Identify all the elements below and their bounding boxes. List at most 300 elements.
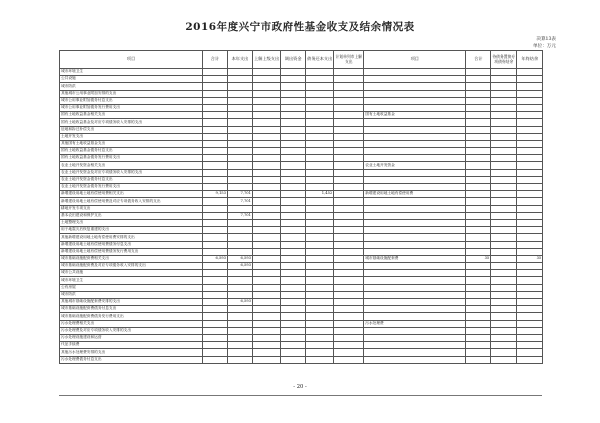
row-item-name: 其他城市基础设施配套费安排的支出 bbox=[60, 299, 203, 306]
row-item-name: 国有土地收益基金相关支出 bbox=[60, 112, 203, 119]
row-total bbox=[203, 112, 228, 119]
row-special-plan bbox=[334, 234, 364, 241]
row-prior-transfer bbox=[253, 356, 281, 363]
row-total bbox=[203, 83, 228, 90]
row-total bbox=[203, 234, 228, 241]
row-special-fund bbox=[491, 263, 517, 270]
table-header-row bbox=[60, 51, 543, 69]
row-debt-repay bbox=[306, 133, 334, 140]
row-total bbox=[203, 205, 228, 212]
row-transfer-fund bbox=[281, 334, 306, 341]
row-total bbox=[203, 126, 228, 133]
row-current-year bbox=[228, 148, 253, 155]
row-total bbox=[203, 334, 228, 341]
row-current-year bbox=[228, 126, 253, 133]
row-item-right bbox=[364, 248, 466, 255]
row-year-end-balance bbox=[517, 169, 543, 176]
row-transfer-fund bbox=[281, 291, 306, 298]
row-prior-transfer bbox=[253, 291, 281, 298]
row-special-plan bbox=[334, 83, 364, 90]
row-total-right bbox=[466, 306, 491, 313]
row-current-year bbox=[228, 176, 253, 183]
row-item-right bbox=[364, 104, 466, 111]
row-item-name: 用于地震灾后恢复重建的支出 bbox=[60, 227, 203, 234]
row-item-right bbox=[364, 119, 466, 126]
row-special-plan bbox=[334, 140, 364, 147]
row-year-end-balance bbox=[517, 219, 543, 226]
table-row bbox=[60, 76, 543, 83]
row-special-plan bbox=[334, 191, 364, 198]
row-transfer-fund bbox=[281, 342, 306, 349]
table-row bbox=[60, 270, 543, 277]
row-item-right bbox=[364, 76, 466, 83]
row-current-year bbox=[228, 83, 253, 90]
row-total-right bbox=[466, 227, 491, 234]
row-total-right bbox=[466, 97, 491, 104]
row-total-right bbox=[466, 104, 491, 111]
row-special-plan bbox=[334, 184, 364, 191]
row-transfer-fund bbox=[281, 320, 306, 327]
row-item-name: 城市基础设施配套费债务发行费用支出 bbox=[60, 313, 203, 320]
row-item-name: 城市防洪 bbox=[60, 83, 203, 90]
table-row bbox=[60, 248, 543, 255]
row-debt-repay bbox=[306, 284, 334, 291]
row-transfer-fund bbox=[281, 255, 306, 262]
row-total bbox=[203, 248, 228, 255]
row-prior-transfer bbox=[253, 97, 281, 104]
row-year-end-balance bbox=[517, 299, 543, 306]
row-item-right: 国有土地收益基金 bbox=[364, 112, 466, 119]
row-transfer-fund bbox=[281, 198, 306, 205]
row-special-fund bbox=[491, 162, 517, 169]
row-total bbox=[203, 219, 228, 226]
row-special-plan bbox=[334, 219, 364, 226]
row-debt-repay bbox=[306, 241, 334, 248]
row-special-fund bbox=[491, 255, 517, 262]
row-total bbox=[203, 133, 228, 140]
row-debt-repay bbox=[306, 234, 334, 241]
page-number: - 20 - bbox=[293, 384, 307, 390]
row-special-fund bbox=[491, 284, 517, 291]
row-debt-repay bbox=[306, 83, 334, 90]
table-row bbox=[60, 356, 543, 363]
row-transfer-fund bbox=[281, 212, 306, 219]
row-special-plan bbox=[334, 327, 364, 334]
row-special-plan bbox=[334, 90, 364, 97]
row-prior-transfer bbox=[253, 90, 281, 97]
row-item-right: 污水处理费 bbox=[364, 320, 466, 327]
row-current-year bbox=[228, 327, 253, 334]
row-debt-repay bbox=[306, 334, 334, 341]
row-current-year bbox=[228, 97, 253, 104]
row-item-right bbox=[364, 184, 466, 191]
row-transfer-fund bbox=[281, 270, 306, 277]
row-total-right bbox=[466, 119, 491, 126]
row-current-year bbox=[228, 234, 253, 241]
row-item-name: 污水处理费相关支出 bbox=[60, 320, 203, 327]
table-row bbox=[60, 241, 543, 248]
row-prior-transfer bbox=[253, 277, 281, 284]
row-total bbox=[203, 90, 228, 97]
row-special-plan bbox=[334, 162, 364, 169]
row-total bbox=[203, 320, 228, 327]
row-item-right bbox=[364, 241, 466, 248]
row-prior-transfer bbox=[253, 299, 281, 306]
row-special-fund bbox=[491, 69, 517, 76]
row-special-plan bbox=[334, 349, 364, 356]
row-item-name: 国有土地收益基金债务付息支出 bbox=[60, 148, 203, 155]
row-transfer-fund bbox=[281, 313, 306, 320]
row-item-right bbox=[364, 169, 466, 176]
table-row bbox=[60, 234, 543, 241]
row-year-end-balance bbox=[517, 248, 543, 255]
row-special-fund bbox=[491, 104, 517, 111]
row-transfer-fund bbox=[281, 327, 306, 334]
row-year-end-balance bbox=[517, 205, 543, 212]
row-current-year bbox=[228, 76, 253, 83]
table-row bbox=[60, 90, 543, 97]
row-debt-repay bbox=[306, 140, 334, 147]
row-total-right bbox=[466, 176, 491, 183]
row-special-fund bbox=[491, 97, 517, 104]
row-total bbox=[203, 263, 228, 270]
row-transfer-fund bbox=[281, 234, 306, 241]
row-item-right: 新增建设用地土地有偿使用费 bbox=[364, 191, 466, 198]
row-prior-transfer bbox=[253, 76, 281, 83]
row-current-year bbox=[228, 162, 253, 169]
row-total: 9,153 bbox=[203, 191, 228, 198]
row-year-end-balance bbox=[517, 356, 543, 363]
row-total-right bbox=[466, 83, 491, 90]
row-current-year bbox=[228, 69, 253, 76]
row-debt-repay bbox=[306, 227, 334, 234]
row-current-year bbox=[228, 291, 253, 298]
row-current-year bbox=[228, 219, 253, 226]
row-special-plan bbox=[334, 126, 364, 133]
row-debt-repay bbox=[306, 248, 334, 255]
row-special-plan bbox=[334, 227, 364, 234]
row-year-end-balance bbox=[517, 227, 543, 234]
row-special-plan bbox=[334, 176, 364, 183]
row-total-right bbox=[466, 234, 491, 241]
row-item-right bbox=[364, 97, 466, 104]
row-item-name: 城市基础设施配套费相关支出 bbox=[60, 255, 203, 262]
row-transfer-fund bbox=[281, 184, 306, 191]
row-debt-repay bbox=[306, 291, 334, 298]
row-special-plan bbox=[334, 320, 364, 327]
row-total-right bbox=[466, 291, 491, 298]
row-prior-transfer bbox=[253, 184, 281, 191]
row-item-name: 农业土地开发资金相关支出 bbox=[60, 162, 203, 169]
row-debt-repay bbox=[306, 176, 334, 183]
row-special-plan bbox=[334, 155, 364, 162]
row-special-fund bbox=[491, 349, 517, 356]
row-transfer-fund bbox=[281, 90, 306, 97]
row-total bbox=[203, 184, 228, 191]
row-debt-repay bbox=[306, 212, 334, 219]
row-current-year: 7,701 bbox=[228, 198, 253, 205]
row-year-end-balance bbox=[517, 284, 543, 291]
row-total-right bbox=[466, 112, 491, 119]
row-total bbox=[203, 140, 228, 147]
row-total bbox=[203, 69, 228, 76]
row-total bbox=[203, 349, 228, 356]
row-item-name: 代征手续费 bbox=[60, 342, 203, 349]
row-prior-transfer bbox=[253, 198, 281, 205]
row-prior-transfer bbox=[253, 306, 281, 313]
row-special-plan bbox=[334, 104, 364, 111]
row-special-fund bbox=[491, 306, 517, 313]
row-transfer-fund bbox=[281, 76, 306, 83]
unit-label: 单位：万元 bbox=[533, 44, 556, 49]
row-debt-repay bbox=[306, 205, 334, 212]
row-current-year bbox=[228, 320, 253, 327]
row-special-fund bbox=[491, 234, 517, 241]
row-special-fund bbox=[491, 219, 517, 226]
row-total-right bbox=[466, 349, 491, 356]
row-total-right bbox=[466, 155, 491, 162]
row-total-right bbox=[466, 356, 491, 363]
row-transfer-fund bbox=[281, 205, 306, 212]
row-item-right bbox=[364, 291, 466, 298]
row-total bbox=[203, 241, 228, 248]
row-item-right bbox=[364, 212, 466, 219]
row-special-fund bbox=[491, 320, 517, 327]
row-prior-transfer bbox=[253, 270, 281, 277]
table-row bbox=[60, 263, 543, 270]
row-item-right bbox=[364, 155, 466, 162]
table-row bbox=[60, 349, 543, 356]
row-debt-repay bbox=[306, 299, 334, 306]
row-transfer-fund bbox=[281, 148, 306, 155]
row-special-fund bbox=[491, 334, 517, 341]
row-year-end-balance bbox=[517, 349, 543, 356]
row-total bbox=[203, 356, 228, 363]
table-row bbox=[60, 284, 543, 291]
row-special-plan bbox=[334, 205, 364, 212]
row-total-right bbox=[466, 270, 491, 277]
row-current-year bbox=[228, 227, 253, 234]
row-item-name: 国有土地收益基金及对应专项债务收入安排的支出 bbox=[60, 119, 203, 126]
row-prior-transfer bbox=[253, 313, 281, 320]
row-debt-repay bbox=[306, 97, 334, 104]
row-year-end-balance bbox=[517, 241, 543, 248]
row-prior-transfer bbox=[253, 148, 281, 155]
row-special-fund bbox=[491, 198, 517, 205]
row-total-right bbox=[466, 219, 491, 226]
row-total bbox=[203, 270, 228, 277]
header-item: 项目 bbox=[60, 51, 203, 69]
row-year-end-balance bbox=[517, 155, 543, 162]
row-prior-transfer bbox=[253, 241, 281, 248]
row-item-right bbox=[364, 342, 466, 349]
row-special-fund bbox=[491, 184, 517, 191]
row-total-right bbox=[466, 327, 491, 334]
row-total-right bbox=[466, 133, 491, 140]
row-debt-repay bbox=[306, 306, 334, 313]
row-transfer-fund bbox=[281, 241, 306, 248]
row-item-name: 农业土地开发资金债务付息支出 bbox=[60, 176, 203, 183]
row-transfer-fund bbox=[281, 349, 306, 356]
row-special-plan bbox=[334, 119, 364, 126]
row-year-end-balance bbox=[517, 327, 543, 334]
row-transfer-fund bbox=[281, 155, 306, 162]
row-current-year: 6,593 bbox=[228, 263, 253, 270]
row-transfer-fund bbox=[281, 133, 306, 140]
row-total bbox=[203, 277, 228, 284]
row-item-name: 土地开发支出 bbox=[60, 133, 203, 140]
row-special-fund bbox=[491, 299, 517, 306]
row-total-right bbox=[466, 162, 491, 169]
table-number: 决算13表 bbox=[536, 37, 556, 42]
row-item-name: 其他国有土地收益基金支出 bbox=[60, 140, 203, 147]
table-row bbox=[60, 299, 543, 306]
row-total-right bbox=[466, 69, 491, 76]
table-row bbox=[60, 176, 543, 183]
row-prior-transfer bbox=[253, 212, 281, 219]
row-total-right bbox=[466, 148, 491, 155]
row-debt-repay bbox=[306, 327, 334, 334]
row-total-right bbox=[466, 263, 491, 270]
row-special-plan bbox=[334, 169, 364, 176]
row-year-end-balance bbox=[517, 334, 543, 341]
table-row bbox=[60, 277, 543, 284]
row-prior-transfer bbox=[253, 119, 281, 126]
row-total-right bbox=[466, 76, 491, 83]
row-prior-transfer bbox=[253, 227, 281, 234]
row-prior-transfer bbox=[253, 219, 281, 226]
row-debt-repay bbox=[306, 119, 334, 126]
header-special-plan: 计划单列市上解支出 bbox=[334, 51, 364, 69]
table-row bbox=[60, 227, 543, 234]
row-special-fund bbox=[491, 76, 517, 83]
row-item-name: 城市环境卫生 bbox=[60, 69, 203, 76]
row-year-end-balance bbox=[517, 119, 543, 126]
table-row bbox=[60, 198, 543, 205]
row-prior-transfer bbox=[253, 69, 281, 76]
row-item-right bbox=[364, 133, 466, 140]
table-row bbox=[60, 334, 543, 341]
row-prior-transfer bbox=[253, 255, 281, 262]
row-special-fund bbox=[491, 169, 517, 176]
row-special-plan bbox=[334, 69, 364, 76]
header-special-fund: 待债务置换专项债券结余 bbox=[491, 51, 517, 69]
row-current-year bbox=[228, 169, 253, 176]
row-total bbox=[203, 148, 228, 155]
row-transfer-fund bbox=[281, 97, 306, 104]
row-item-name: 城市公用事业附加债务发行费用支出 bbox=[60, 104, 203, 111]
row-total-right bbox=[466, 277, 491, 284]
row-current-year bbox=[228, 270, 253, 277]
header-prior-transfer: 上解上级支出 bbox=[253, 51, 281, 69]
row-special-plan bbox=[334, 76, 364, 83]
row-total bbox=[203, 104, 228, 111]
row-transfer-fund bbox=[281, 119, 306, 126]
row-prior-transfer bbox=[253, 342, 281, 349]
footer-divider bbox=[59, 395, 542, 396]
row-debt-repay bbox=[306, 90, 334, 97]
row-debt-repay bbox=[306, 263, 334, 270]
table-row bbox=[60, 69, 543, 76]
row-special-fund bbox=[491, 155, 517, 162]
table-row bbox=[60, 133, 543, 140]
row-current-year bbox=[228, 205, 253, 212]
row-year-end-balance bbox=[517, 176, 543, 183]
row-year-end-balance bbox=[517, 270, 543, 277]
row-item-right bbox=[364, 176, 466, 183]
row-item-right bbox=[364, 205, 466, 212]
row-total-right bbox=[466, 284, 491, 291]
row-current-year bbox=[228, 241, 253, 248]
row-debt-repay bbox=[306, 184, 334, 191]
row-current-year bbox=[228, 112, 253, 119]
row-current-year bbox=[228, 313, 253, 320]
header-total: 合计 bbox=[203, 51, 228, 69]
row-item-name: 城市公用事业附加债务付息支出 bbox=[60, 97, 203, 104]
row-item-right bbox=[364, 313, 466, 320]
row-total bbox=[203, 284, 228, 291]
row-special-fund bbox=[491, 342, 517, 349]
row-item-right bbox=[364, 148, 466, 155]
row-year-end-balance bbox=[517, 69, 543, 76]
row-total bbox=[203, 97, 228, 104]
row-item-right bbox=[364, 277, 466, 284]
row-item-name: 公共设施 bbox=[60, 76, 203, 83]
row-item-right bbox=[364, 334, 466, 341]
row-current-year bbox=[228, 334, 253, 341]
row-item-name: 城市环境卫生 bbox=[60, 277, 203, 284]
header-transfer-fund: 调出资金 bbox=[281, 51, 306, 69]
row-prior-transfer bbox=[253, 112, 281, 119]
row-year-end-balance bbox=[517, 306, 543, 313]
row-special-plan bbox=[334, 342, 364, 349]
table-row bbox=[60, 104, 543, 111]
fund-table bbox=[59, 50, 543, 364]
row-prior-transfer bbox=[253, 284, 281, 291]
row-debt-repay bbox=[306, 126, 334, 133]
row-year-end-balance: 35 bbox=[517, 255, 543, 262]
row-special-fund bbox=[491, 90, 517, 97]
row-total-right bbox=[466, 191, 491, 198]
row-item-right: 农业土地开发资金 bbox=[364, 162, 466, 169]
row-debt-repay bbox=[306, 112, 334, 119]
row-item-right bbox=[364, 126, 466, 133]
row-item-name: 新增建设用地土地有偿使用费相关支出 bbox=[60, 191, 203, 198]
row-prior-transfer bbox=[253, 263, 281, 270]
row-special-plan bbox=[334, 241, 364, 248]
row-special-plan bbox=[334, 263, 364, 270]
row-item-right bbox=[364, 306, 466, 313]
row-special-fund bbox=[491, 119, 517, 126]
row-current-year: 6,593 bbox=[228, 255, 253, 262]
row-special-plan bbox=[334, 277, 364, 284]
row-transfer-fund bbox=[281, 140, 306, 147]
row-debt-repay bbox=[306, 270, 334, 277]
row-total: 6,593 bbox=[203, 255, 228, 262]
row-current-year bbox=[228, 306, 253, 313]
row-special-plan bbox=[334, 306, 364, 313]
row-year-end-balance bbox=[517, 320, 543, 327]
table-row bbox=[60, 291, 543, 298]
row-item-name: 征地和拆迁补偿支出 bbox=[60, 126, 203, 133]
row-total-right bbox=[466, 184, 491, 191]
row-special-plan bbox=[334, 313, 364, 320]
row-total-right bbox=[466, 342, 491, 349]
row-debt-repay: 1,452 bbox=[306, 191, 334, 198]
row-total bbox=[203, 76, 228, 83]
row-special-fund bbox=[491, 248, 517, 255]
row-transfer-fund bbox=[281, 248, 306, 255]
